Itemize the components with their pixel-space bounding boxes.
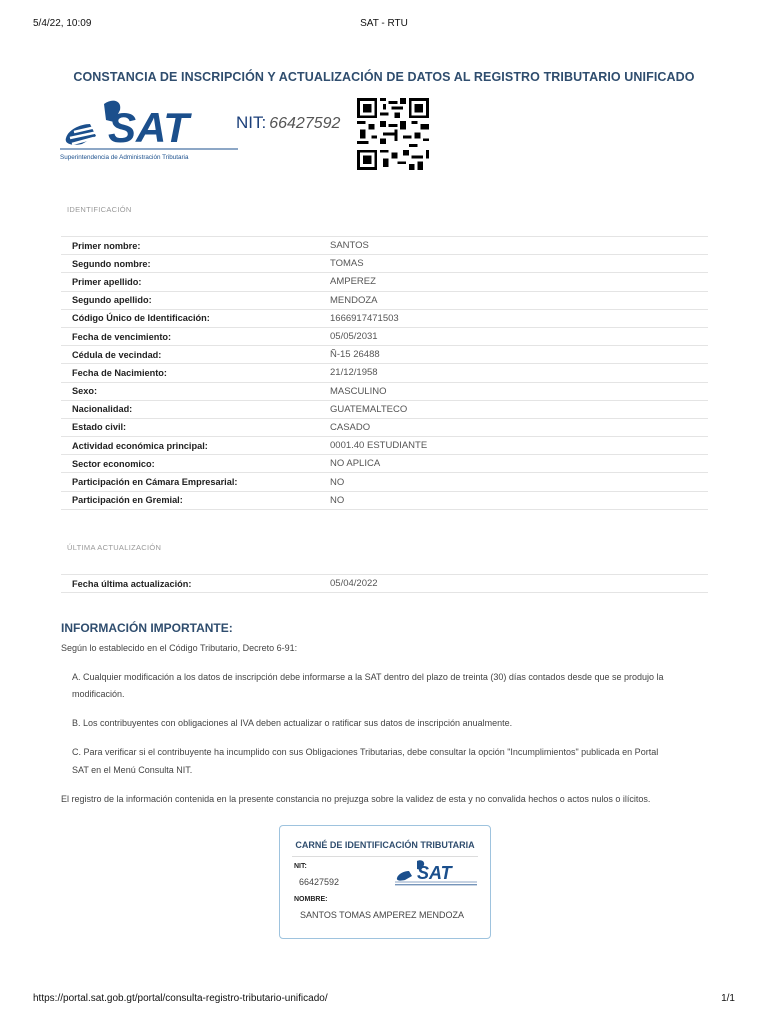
table-row (61, 382, 708, 400)
informacion-item-a-line2: modificación. (72, 689, 125, 699)
field-label: Primer apellido: (61, 273, 330, 291)
field-value: CASADO (330, 418, 708, 436)
table-row (61, 437, 708, 455)
field-value: TOMAS (330, 255, 708, 273)
field-value: SANTOS (330, 237, 708, 255)
field-label: Segundo apellido: (61, 291, 330, 309)
section-label-ultima-actualizacion: ÚLTIMA ACTUALIZACIÓN (67, 543, 162, 552)
table-row (61, 309, 708, 327)
field-value: GUATEMALTECO (330, 400, 708, 418)
informacion-heading: INFORMACIÓN IMPORTANTE: (61, 621, 233, 635)
print-page-title: SAT - RTU (360, 18, 408, 29)
carne-nombre-label: NOMBRE: (294, 896, 328, 903)
field-value: NO (330, 491, 708, 509)
field-value: 21/12/1958 (330, 364, 708, 382)
sat-wordmark: SAT (108, 104, 189, 151)
table-row (61, 455, 708, 473)
print-url: https://portal.sat.gob.gt/portal/consulta-registro-tributario-unificado/ (33, 993, 328, 1004)
field-value: AMPEREZ (330, 273, 708, 291)
field-label: Participación en Gremial: (61, 491, 330, 509)
nit-value: 66427592 (269, 115, 341, 132)
sat-mini-logo (395, 859, 479, 889)
field-value: 05/04/2022 (330, 575, 708, 593)
carne-nombre-value: SANTOS TOMAS AMPEREZ MENDOZA (300, 910, 465, 920)
field-value: MASCULINO (330, 382, 708, 400)
field-label: Sector economico: (61, 455, 330, 473)
field-label: Nacionalidad: (61, 400, 330, 418)
actualizacion-table (61, 574, 708, 593)
field-label: Cédula de vecindad: (61, 346, 330, 364)
informacion-item-c-line1: C. Para verificar si el contribuyente ha incumplido con sus Obligaciones Tributarias, debe consultar la opción "Incumplimientos" publicada en Portal (72, 747, 659, 757)
field-label: Fecha de Nacimiento: (61, 364, 330, 382)
sat-mini-wordmark: SAT (417, 863, 452, 883)
informacion-item-a-line1: A. Cualquier modificación a los datos de inscripción debe informarse a la SAT dentro del plazo de treinta (30) días contados desde que se produjo la (72, 672, 664, 682)
table-row (61, 255, 708, 273)
table-row (61, 491, 708, 509)
informacion-item-c-line2: SAT en el Menú Consulta NIT. (72, 765, 193, 775)
identificacion-table (61, 236, 708, 510)
table-row (61, 400, 708, 418)
field-value: 0001.40 ESTUDIANTE (330, 437, 708, 455)
carne-nit-label: NIT: (294, 863, 307, 870)
sat-logo (60, 96, 240, 166)
carne-title: CARNÉ DE IDENTIFICACIÓN TRIBUTARIA (295, 840, 475, 850)
print-header (33, 18, 735, 32)
print-page-number: 1/1 (721, 993, 735, 1004)
table-row (61, 346, 708, 364)
field-value: NO APLICA (330, 455, 708, 473)
informacion-closing: El registro de la información contenida en la presente constancia no prejuzga sobre la validez de esta y no convalida hechos o actos nulos o ilícitos. (61, 794, 651, 804)
field-value: Ñ-15 26488 (330, 346, 708, 364)
sat-subtitle: Superintendencia de Administración Tributaria (60, 154, 189, 161)
document-title: CONSTANCIA DE INSCRIPCIÓN Y ACTUALIZACIÓN DE DATOS AL REGISTRO TRIBUTARIO UNIFICADO (73, 70, 695, 84)
field-label: Actividad económica principal: (61, 437, 330, 455)
section-label-identificacion: IDENTIFICACIÓN (67, 205, 132, 214)
carne-card (279, 825, 491, 939)
field-value: 05/05/2031 (330, 327, 708, 345)
field-label: Fecha última actualización: (61, 575, 330, 593)
field-label: Código Único de Identificación: (61, 309, 330, 327)
field-label: Segundo nombre: (61, 255, 330, 273)
table-row (61, 273, 708, 291)
table-row (61, 237, 708, 255)
table-row (61, 291, 708, 309)
carne-nit-value: 66427592 (299, 877, 340, 887)
informacion-item-b: B. Los contribuyentes con obligaciones al IVA deben actualizar o ratificar sus datos de inscripción anualmente. (72, 718, 513, 728)
field-value: 1666917471503 (330, 309, 708, 327)
field-value: MENDOZA (330, 291, 708, 309)
print-footer (33, 993, 735, 1007)
informacion-intro: Según lo establecido en el Código Tributario, Decreto 6-91: (61, 643, 298, 653)
qr-code-icon (357, 98, 429, 170)
table-row (61, 575, 708, 593)
table-row (61, 418, 708, 436)
nit-block (236, 113, 340, 133)
print-datetime: 5/4/22, 10:09 (33, 18, 92, 29)
table-row (61, 327, 708, 345)
field-label: Participación en Cámara Empresarial: (61, 473, 330, 491)
field-label: Primer nombre: (61, 237, 330, 255)
field-value: NO (330, 473, 708, 491)
divider (292, 856, 478, 857)
table-row (61, 364, 708, 382)
field-label: Fecha de vencimiento: (61, 327, 330, 345)
nit-label: NIT: (236, 113, 267, 132)
field-label: Estado civil: (61, 418, 330, 436)
field-label: Sexo: (61, 382, 330, 400)
table-row (61, 473, 708, 491)
